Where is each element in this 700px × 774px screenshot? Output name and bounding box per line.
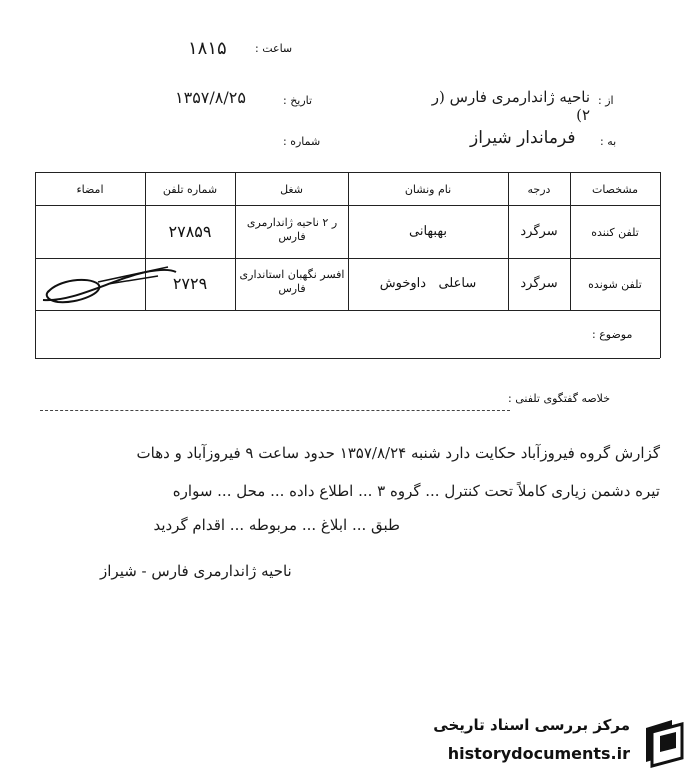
row2-label: تلفن شونده <box>588 278 642 291</box>
time-label: ساعت : <box>255 42 293 55</box>
from-label: از : <box>598 94 614 107</box>
row1-label: تلفن کننده <box>591 226 639 239</box>
row2-name: ساعلی داوخوش <box>379 276 477 291</box>
row2-job: افسر نگهبان استانداری فارس <box>239 268 345 295</box>
archive-site: historydocuments.ir <box>447 744 630 763</box>
header-specs: مشخصات <box>591 183 639 196</box>
from-value: ناحیه ژاندارمری فارس (ر ۲) <box>431 88 590 124</box>
body-line-3: طبق ... ابلاغ ... مربوطه ... اقدام گردید <box>153 516 400 534</box>
time-value: ۱۸۱۵ <box>188 38 227 59</box>
date-label: تاریخ : <box>283 94 313 107</box>
number-label: شماره : <box>283 135 321 148</box>
row1-phone: ۲۷۸۵۹ <box>168 222 212 241</box>
signature-mark <box>38 262 178 312</box>
table-left-border <box>35 172 36 358</box>
row1-rank: سرگرد <box>520 224 558 239</box>
subject-label: موضوع : <box>592 328 633 341</box>
body-line-2: تیره دشمن زیاری کاملاً تحت کنترل ... گروه ۳ ... اطلاع داده ... محل ... سواره <box>172 482 660 500</box>
to-label: به : <box>600 135 617 148</box>
header-job: شغل <box>280 183 303 196</box>
row2-rank: سرگرد <box>520 276 558 291</box>
row2-phone: ۲۷۲۹ <box>172 274 208 293</box>
header-signature: امضاء <box>76 183 104 196</box>
header-rank: درجه <box>527 183 551 196</box>
body-line-1: گزارش گروه فیروزآباد حکایت دارد شنبه ۱۳۵۷/۸/۲۴ حدود ساعت ۹ فیروزآباد و دهات <box>136 444 660 462</box>
archive-watermark <box>412 706 700 774</box>
header-phone: شماره تلفن <box>162 183 218 196</box>
summary-label: خلاصه گفتگوی تلفنی : <box>508 392 611 405</box>
to-value: فرماندار شیراز <box>470 128 576 148</box>
header-name: نام ونشان <box>404 183 452 196</box>
row1-name: بهبهانی <box>409 224 447 239</box>
archive-name: مرکز بررسی اسناد تاریخی <box>433 716 630 734</box>
row1-job: ر ۲ ناحیه ژاندارمری فارس <box>246 216 338 243</box>
table-bottom-border <box>35 358 660 359</box>
archive-logo-icon <box>638 714 692 768</box>
closing-line: ناحیه ژاندارمری فارس - شیراز <box>100 562 292 580</box>
summary-dash-line <box>40 410 510 411</box>
table-right-border <box>660 172 661 358</box>
date-value: ۱۳۵۷/۸/۲۵ <box>175 88 246 107</box>
